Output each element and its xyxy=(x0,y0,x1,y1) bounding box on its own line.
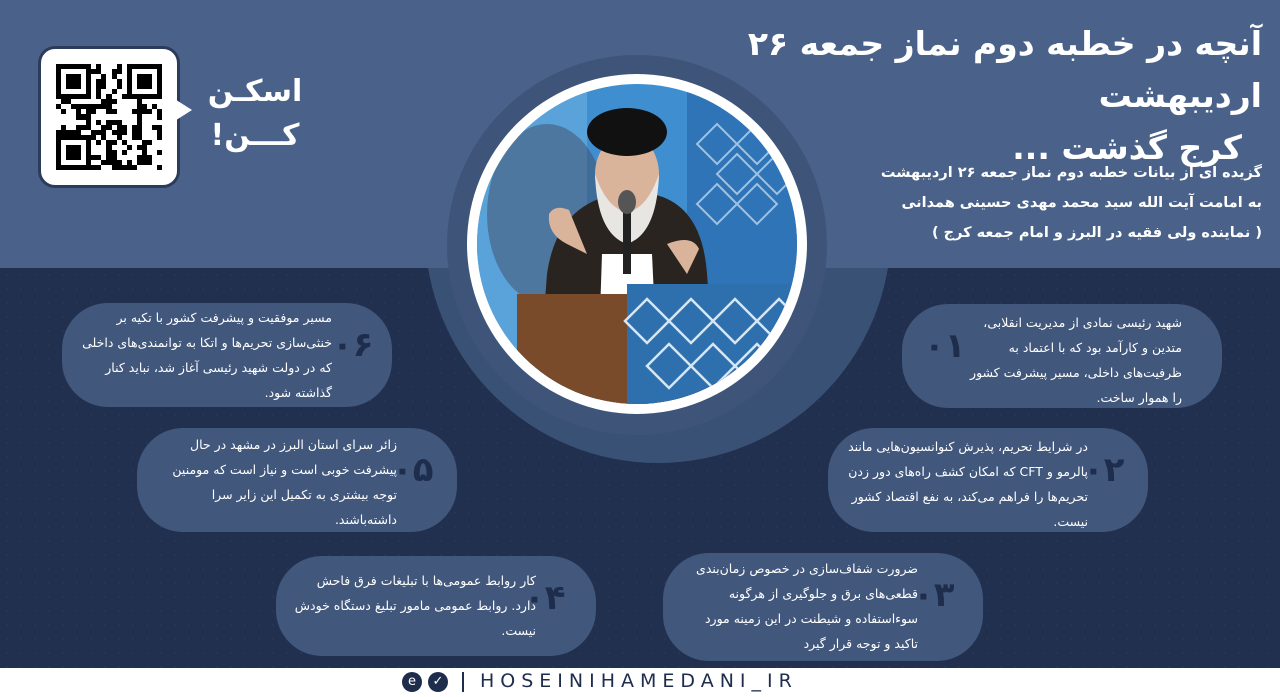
point-text: در شرایط تحریم، پذیرش کنوانسیون‌هایی مانند پالرمو و CFT که امکان کشف راه‌های دور زدن تحریم‌ها را فراهم می‌کند، به نفع اقتصاد کشور نیست. xyxy=(848,439,1088,529)
qr-speech-tail xyxy=(170,96,192,124)
point-02 xyxy=(828,428,1148,532)
point-03 xyxy=(663,553,983,661)
footer-divider xyxy=(462,672,464,692)
point-number: ۰۴ xyxy=(524,578,566,618)
intro-line-1: گزیده ای از بیانات خطبه دوم نماز جمعه ۲۶ اردیبهشت xyxy=(880,165,1262,181)
point-number: ۰۲ xyxy=(1083,450,1125,490)
check-badge-icon[interactable]: ✓ xyxy=(428,672,448,692)
footer-site[interactable]: HOSEINIHAMEDANI_IR xyxy=(480,670,798,692)
point-number: ۰۶ xyxy=(332,325,374,365)
point-text: مسیر موفقیت و پیشرفت کشور با تکیه بر خنثی‌سازی تحریم‌ها و اتکا به توانمندی‌های داخلی که در دولت شهید رئیسی آغاز شد، نباید کنار گذاشته شود. xyxy=(82,310,332,400)
intro-text xyxy=(842,158,1262,248)
point-text: ضرورت شفاف‌سازی در خصوص زمان‌بندی قطعی‌های برق و جلوگیری از هرگونه سوءاستفاده و شیطنت در این زمینه مورد تاکید و توجه قرار گیرد xyxy=(696,561,918,651)
qr-code[interactable] xyxy=(41,49,177,185)
point-text: شهید رئیسی نمادی از مدیریت انقلابی، متدین و کارآمد بود که با اعتماد به ظرفیت‌های داخلی، مسیر پیشرفت کشور را هموار ساخت. xyxy=(970,315,1182,405)
point-number: ۰۵ xyxy=(392,450,434,490)
point-01 xyxy=(902,304,1222,408)
point-06 xyxy=(62,303,392,407)
intro-line-2: به امامت آیت الله سید محمد مهدی حسینی همدانی xyxy=(901,195,1262,211)
point-04 xyxy=(276,556,596,656)
intro-line-3: ( نماینده ولی فقیه در البرز و امام جمعه کرج ) xyxy=(932,225,1262,241)
scan-label-line-1: اسکـن xyxy=(207,74,303,109)
scan-label-line-2: کـــن! xyxy=(210,118,300,153)
point-number: ۰۳ xyxy=(913,575,955,615)
scan-label xyxy=(200,70,310,158)
qr-code-icon xyxy=(56,64,162,170)
point-05 xyxy=(137,428,457,532)
point-text: زائر سرای استان البرز در مشهد در حال پیشرفت خوبی است و نیاز است که مومنین توجه بیشتری به تکمیل این زایر سرا داشته‌باشند. xyxy=(172,437,397,527)
point-number: ۰۱ xyxy=(924,326,966,366)
footer xyxy=(0,668,1280,697)
page-title xyxy=(622,18,1262,174)
point-text: کار روابط عمومی‌ها با تبلیغات فرق فاحش دارد. روابط عمومی مامور تبلیغ دستگاه خودش نیست. xyxy=(294,573,536,638)
title-line-2: کرج گذشت ... xyxy=(1012,128,1242,167)
title-line-1: آنچه در خطبه دوم نماز جمعه ۲۶ اردیبهشت xyxy=(747,24,1262,115)
eitaa-icon[interactable]: e xyxy=(402,672,422,692)
